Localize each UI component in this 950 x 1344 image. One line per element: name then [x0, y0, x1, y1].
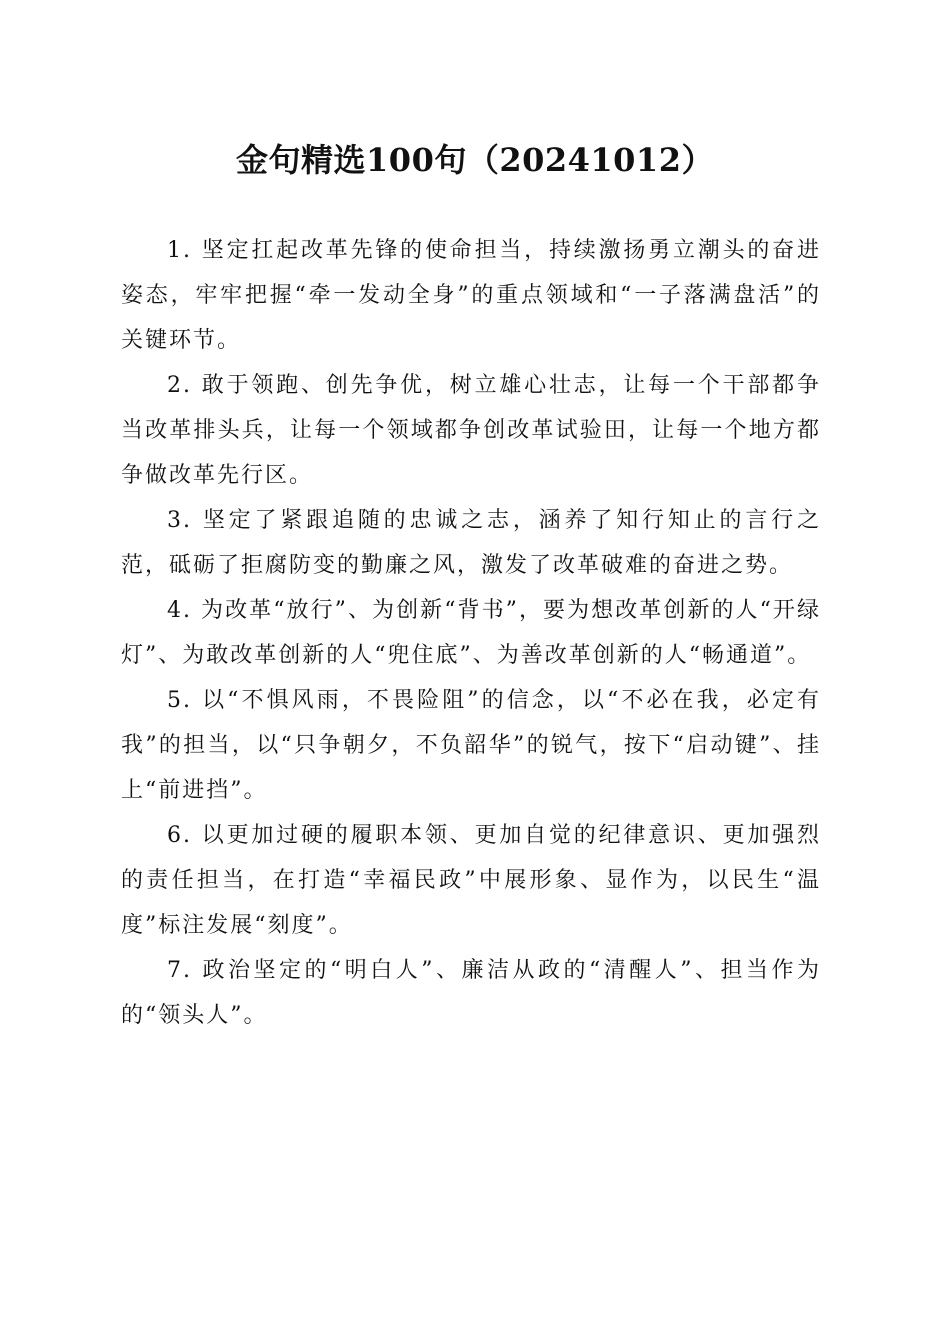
document-body — [121, 228, 821, 1038]
quote-paragraph-2: 2. 敢于领跑、创先争优，树立雄心壮志，让每一个干部都争当改革排头兵，让每一个领域都争创改革试验田，让每一个地方都争做改革先行区。 — [121, 373, 821, 488]
quote-paragraph-6: 6. 以更加过硬的履职本领、更加自觉的纪律意识、更加强烈的责任担当，在打造“幸福民政”中展形象、显作为，以民生“温度”标注发展“刻度”。 — [121, 823, 821, 938]
document-title: 金句精选100句（20241012） — [236, 141, 714, 179]
quote-paragraph-3: 3. 坚定了紧跟追随的忠诚之志，涵养了知行知止的言行之范，砥砺了拒腐防变的勤廉之风，激发了改革破难的奋进之势。 — [121, 508, 821, 578]
quote-paragraph-7: 7. 政治坚定的“明白人”、廉洁从政的“清醒人”、担当作为的“领头人”。 — [121, 958, 821, 1028]
quote-paragraph-5: 5. 以“不惧风雨，不畏险阻”的信念，以“不必在我，必定有我”的担当，以“只争朝夕，不负韶华”的锐气，按下“启动键”、挂上“前进挡”。 — [121, 688, 821, 803]
quote-paragraph-1: 1. 坚定扛起改革先锋的使命担当，持续激扬勇立潮头的奋进姿态，牢牢把握“牵一发动全身”的重点领域和“一子落满盘活”的关键环节。 — [121, 238, 821, 353]
quote-paragraph-4: 4. 为改革“放行”、为创新“背书”，要为想改革创新的人“开绿灯”、为敢改革创新的人“兜住底”、为善改革创新的人“畅通道”。 — [121, 598, 821, 668]
